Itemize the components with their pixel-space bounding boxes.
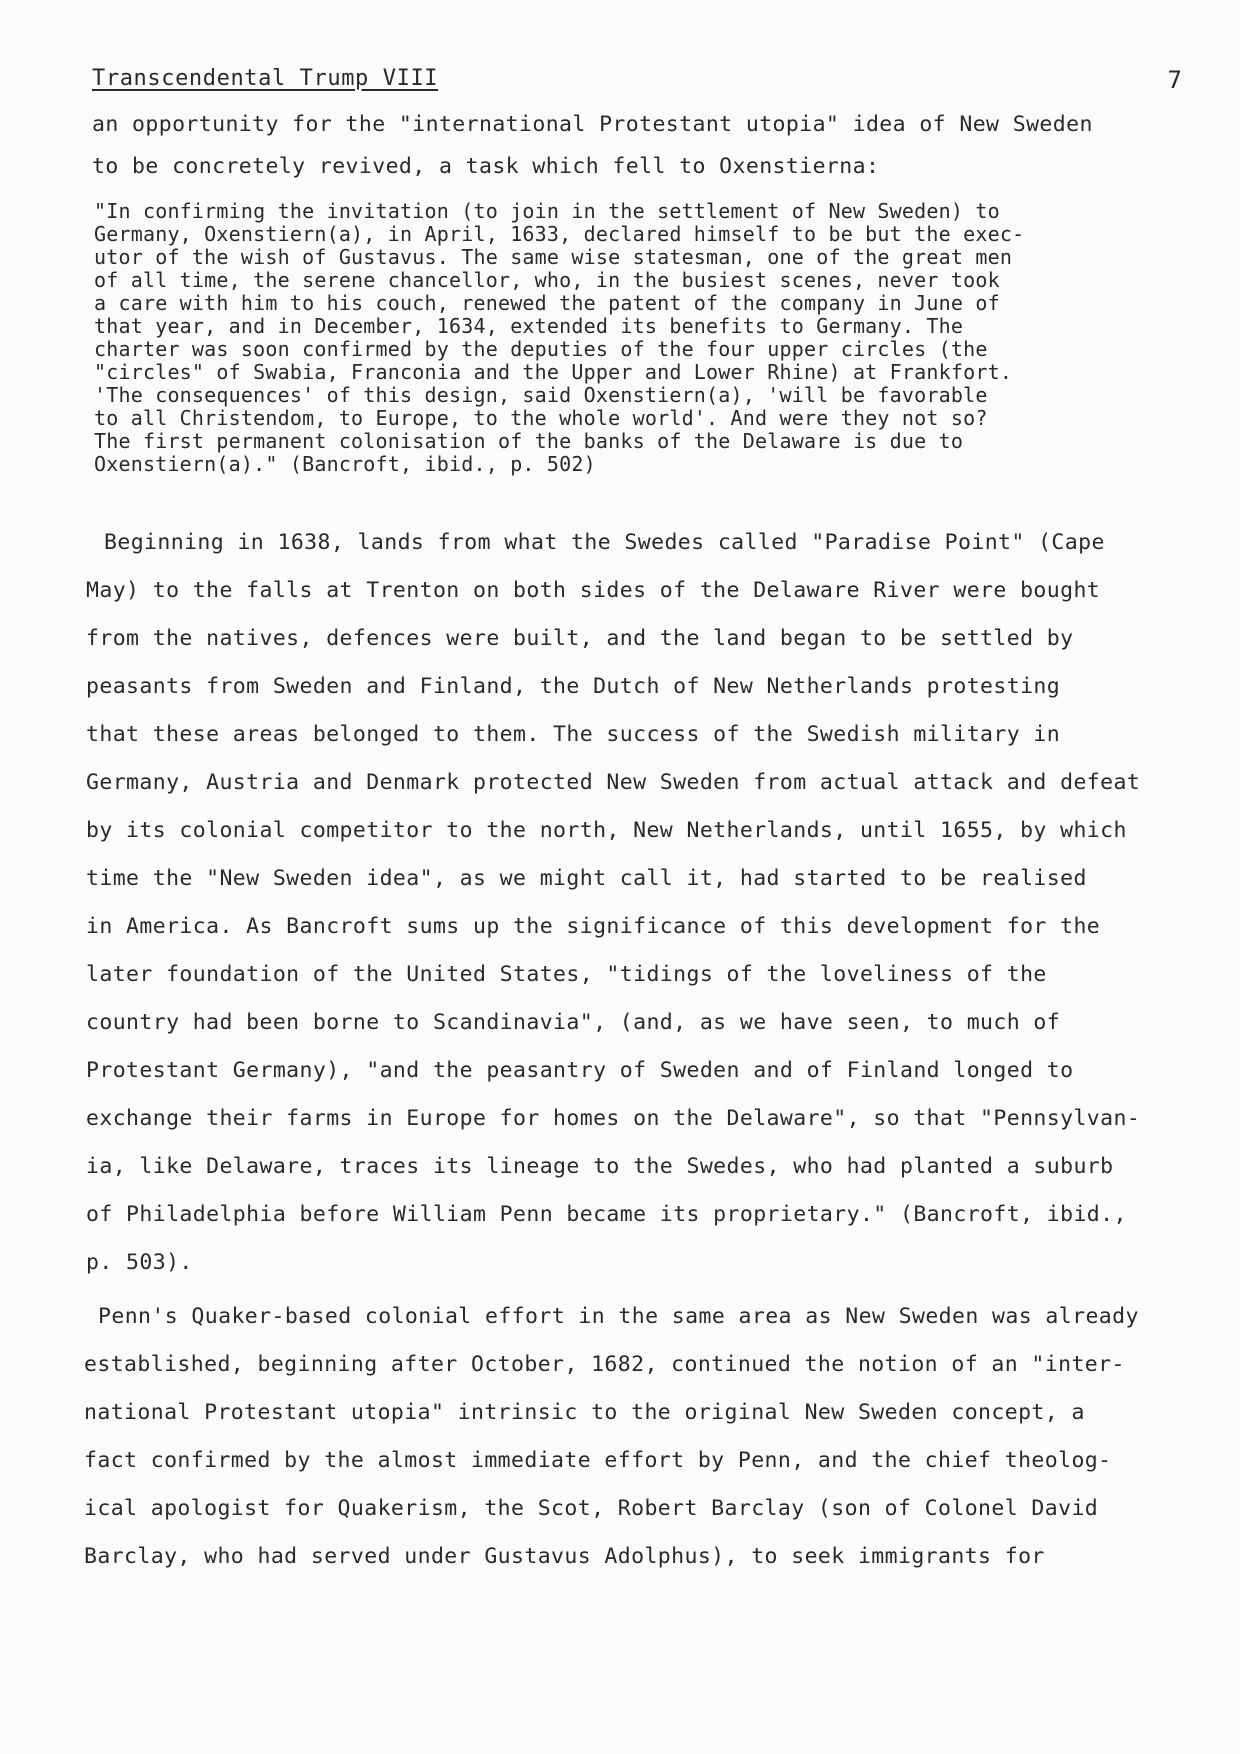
quote-line: of all time, the serene chancellor, who, in the busiest scenes, never took bbox=[94, 268, 1000, 292]
page-header bbox=[92, 66, 1182, 106]
text-line: peasants from Sweden and Finland, the Dutch of New Netherlands protesting bbox=[86, 674, 1061, 699]
running-title: Transcendental Trump VIII bbox=[92, 66, 439, 91]
text-line: fact confirmed by the almost immediate effort by Penn, and the chief theolog- bbox=[84, 1448, 1112, 1473]
text-line: Germany, Austria and Denmark protected New Sweden from actual attack and defeat bbox=[86, 770, 1141, 795]
quote-line: 'The consequences' of this design, said Oxenstiern(a), 'will be favorable bbox=[94, 383, 988, 407]
text-line: ia, like Delaware, traces its lineage to the Swedes, who had planted a suburb bbox=[86, 1154, 1114, 1179]
text-line: in America. As Bancroft sums up the significance of this development for the bbox=[86, 914, 1101, 939]
quote-line: Germany, Oxenstiern(a), in April, 1633, declared himself to be but the exec- bbox=[94, 222, 1025, 246]
text-line: Penn's Quaker-based colonial effort in the same area as New Sweden was already bbox=[98, 1304, 1139, 1329]
text-line: an opportunity for the "international Protestant utopia" idea of New Sweden bbox=[92, 112, 1093, 137]
quote-line: The first permanent colonisation of the banks of the Delaware is due to bbox=[94, 429, 964, 453]
text-line: established, beginning after October, 1682, continued the notion of an "inter- bbox=[84, 1352, 1125, 1377]
text-line: Beginning in 1638, lands from what the Swedes called "Paradise Point" (Cape bbox=[104, 530, 1105, 555]
text-line: exchange their farms in Europe for homes on the Delaware", so that "Pennsylvan- bbox=[86, 1106, 1141, 1131]
text-line: Barclay, who had served under Gustavus Adolphus), to seek immigrants for bbox=[84, 1544, 1045, 1569]
text-line: country had been borne to Scandinavia", (and, as we have seen, to much of bbox=[86, 1010, 1061, 1035]
text-line: later foundation of the United States, "tidings of the loveliness of the bbox=[86, 962, 1047, 987]
quote-line: utor of the wish of Gustavus. The same wise statesman, one of the great men bbox=[94, 245, 1013, 269]
text-line: that these areas belonged to them. The success of the Swedish military in bbox=[86, 722, 1061, 747]
quote-line: that year, and in December, 1634, extended its benefits to Germany. The bbox=[94, 314, 964, 338]
text-line: Protestant Germany), "and the peasantry of Sweden and of Finland longed to bbox=[86, 1058, 1074, 1083]
text-line: p. 503). bbox=[86, 1250, 193, 1275]
quote-line: "circles" of Swabia, Franconia and the Upper and Lower Rhine) at Frankfort. bbox=[94, 360, 1013, 384]
text-line: by its colonial competitor to the north, New Netherlands, until 1655, by which bbox=[86, 818, 1127, 843]
text-line: to be concretely revived, a task which fell to Oxenstierna: bbox=[92, 154, 880, 179]
text-line: national Protestant utopia" intrinsic to the original New Sweden concept, a bbox=[84, 1400, 1085, 1425]
text-line: from the natives, defences were built, and the land began to be settled by bbox=[86, 626, 1074, 651]
quote-line: a care with him to his couch, renewed the patent of the company in June of bbox=[94, 291, 1000, 315]
quote-line: "In confirming the invitation (to join in the settlement of New Sweden) to bbox=[94, 199, 1000, 223]
quote-line: Oxenstiern(a)." (Bancroft, ibid., p. 502) bbox=[94, 452, 596, 476]
quote-line: to all Christendom, to Europe, to the whole world'. And were they not so? bbox=[94, 406, 988, 430]
text-line: ical apologist for Quakerism, the Scot, Robert Barclay (son of Colonel David bbox=[84, 1496, 1099, 1521]
page-number: 7 bbox=[1167, 66, 1182, 94]
text-line: time the "New Sweden idea", as we might call it, had started to be realised bbox=[86, 866, 1087, 891]
quote-line: charter was soon confirmed by the deputies of the four upper circles (the bbox=[94, 337, 988, 361]
text-line: of Philadelphia before William Penn became its proprietary." (Bancroft, ibid., bbox=[86, 1202, 1127, 1227]
text-line: May) to the falls at Trenton on both sides of the Delaware River were bought bbox=[86, 578, 1101, 603]
